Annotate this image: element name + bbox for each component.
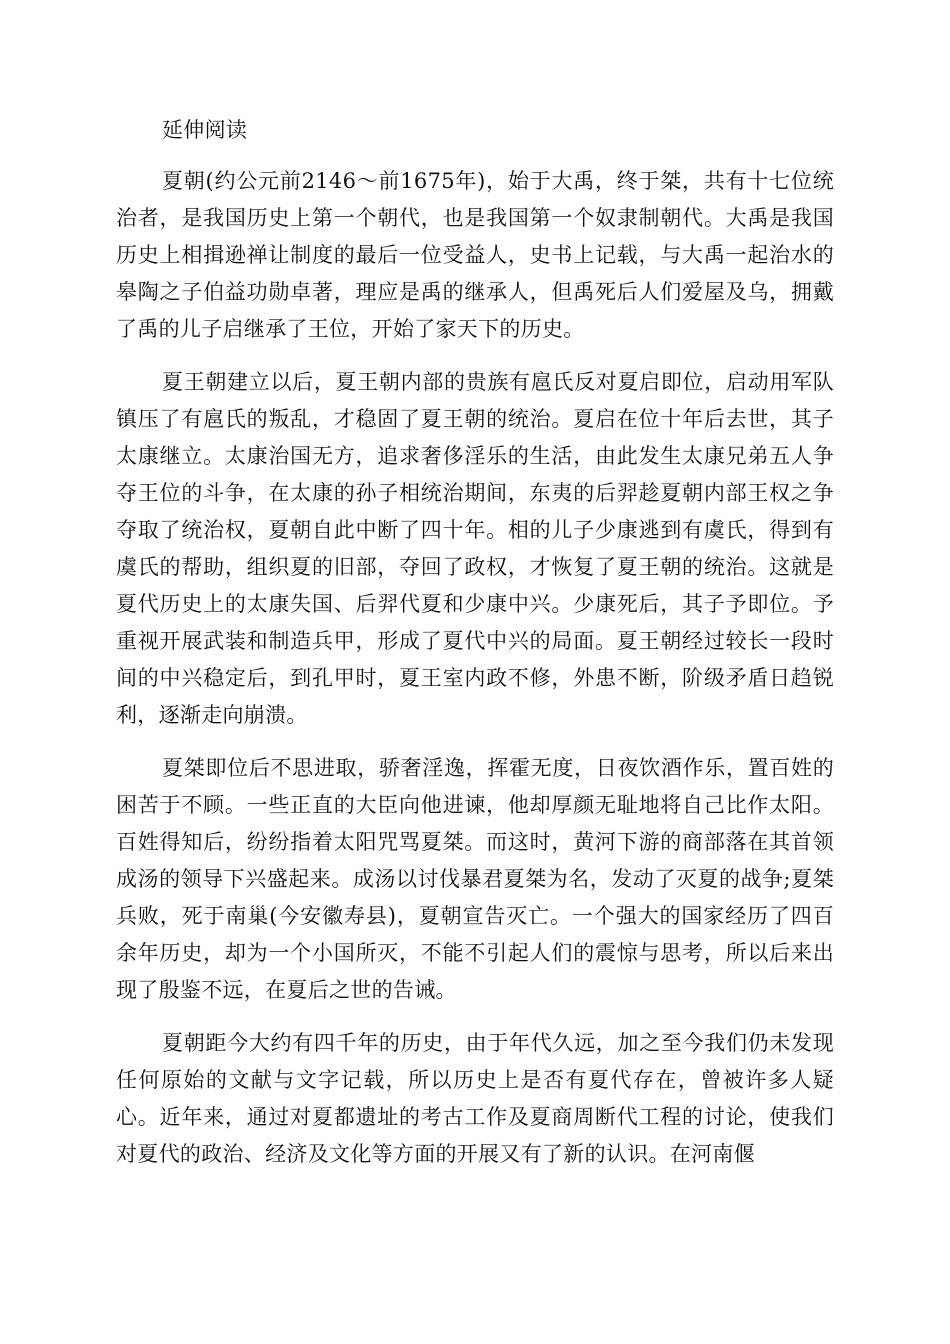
paragraph-2: 夏王朝建立以后，夏王朝内部的贵族有扈氏反对夏启即位，启动用军队镇压了有扈氏的叛乱，才稳固了夏王朝的统治。夏启在位十年后去世，其子太康继立。太康治国无方，追求奢侈淫乐的生活，由此发生太康兄弟五人争夺王位的斗争，在太康的孙子相统治期间，东夷的后羿趁夏朝内部王权之争夺取了统治权，夏朝自此中断了四十年。相的儿子少康逃到有虞氏，得到有虞氏的帮助，组织夏的旧部，夺回了政权，才恢复了夏王朝的统治。这就是夏代历史上的太康失国、后羿代夏和少康中兴。少康死后，其子予即位。予重视开展武装和制造兵甲，形成了夏代中兴的局面。夏王朝经过较长一段时间的中兴稳定后，到孔甲时，夏王室内政不修，外患不断，阶级矛盾日趋锐利，逐渐走向崩溃。 bbox=[116, 370, 834, 727]
paragraph-1: 夏朝(约公元前2146～前1675年)，始于大禹，终于桀，共有十七位统治者，是我国历史上第一个朝代，也是我国第一个奴隶制朝代。大禹是我国历史上相揖逊禅让制度的最后一位受益人，史书上记载，与大禹一起治水的皋陶之子伯益功勋卓著，理应是禹的继承人，但禹死后人们爱屋及乌，拥戴了禹的儿子启继承了王位，开始了家天下的历史。 bbox=[116, 169, 834, 341]
paragraph-4: 夏朝距今大约有四千年的历史，由于年代久远，加之至今我们仍未发现任何原始的文献与文字记载，所以历史上是否有夏代存在，曾被许多人疑心。近年来，通过对夏都遗址的考古工作及夏商周断代工程的讨论，使我们对夏代的政治、经济及文化等方面的开展又有了新的认识。在河南偃 bbox=[116, 1031, 834, 1166]
document-page bbox=[116, 112, 834, 1189]
section-heading: 延伸阅读 bbox=[162, 118, 248, 142]
paragraph-3: 夏桀即位后不思进取，骄奢淫逸，挥霍无度，日夜饮酒作乐，置百姓的困苦于不顾。一些正直的大臣向他进谏，他却厚颜无耻地将自己比作太阳。百姓得知后，纷纷指着太阳咒骂夏桀。而这时，黄河下游的商部落在其首领成汤的领导下兴盛起来。成汤以讨伐暴君夏桀为名，发动了灭夏的战争;夏桀兵败，死于南巢(今安徽寿县)，夏朝宣告灭亡。一个强大的国家经历了四百余年历史，却为一个小国所灭，不能不引起人们的震惊与思考，所以后来出现了殷鉴不远，在夏后之世的告诫。 bbox=[116, 756, 834, 1002]
